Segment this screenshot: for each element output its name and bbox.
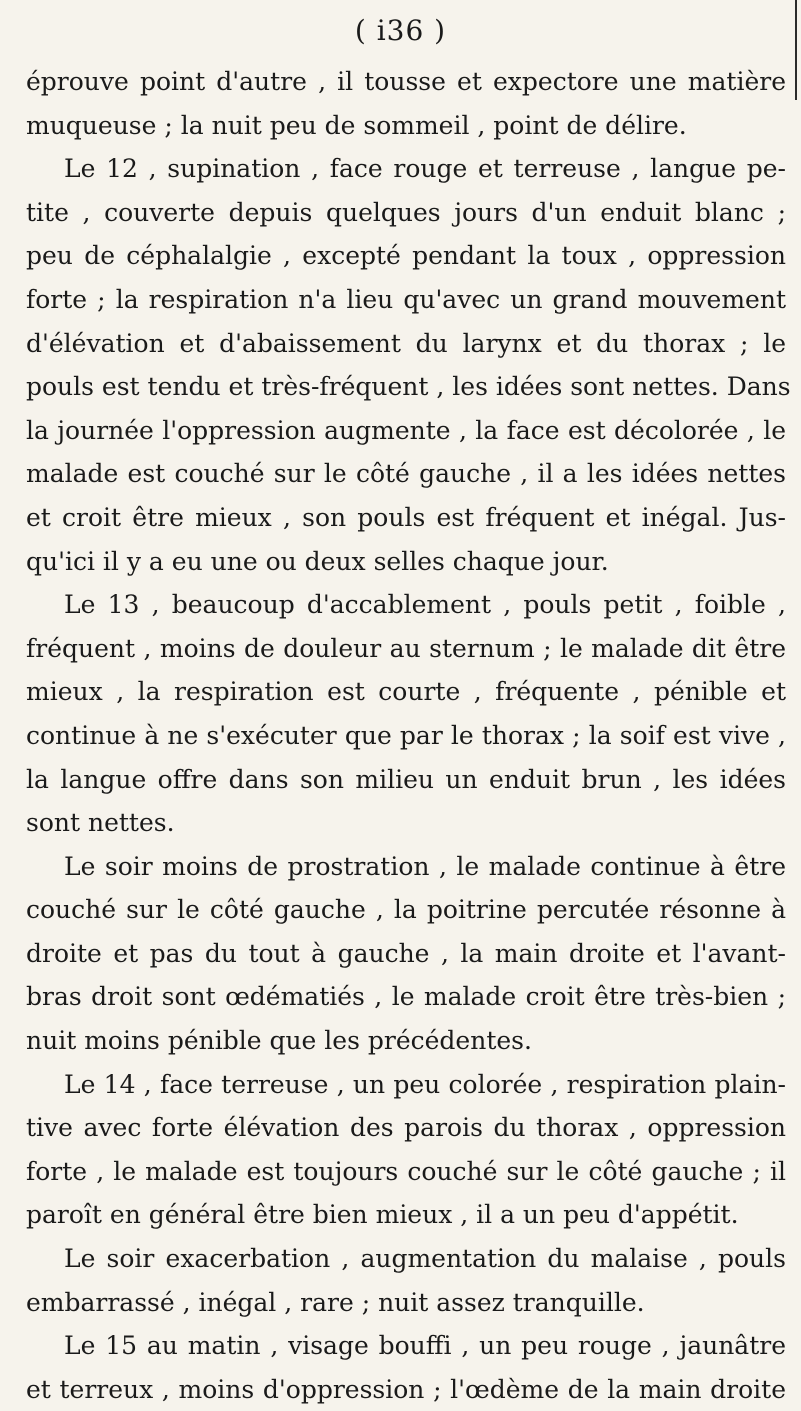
text-line: Le 13 , beaucoup d'accablement , pouls petit , foible , (64, 590, 786, 620)
text-line: nuit moins pénible que les précédentes. (26, 1026, 532, 1056)
text-line: tite , couverte depuis quelques jours d'un enduit blanc ; (26, 197, 786, 227)
text-line: embarrassé , inégal , rare ; nuit assez tranquille. (26, 1287, 645, 1317)
text-line: continue à ne s'exécuter que par le thorax ; la soif est vive , (26, 720, 786, 750)
text-line: tive avec forte élévation des parois du thorax , oppression (26, 1113, 786, 1143)
text-line: paroît en général être bien mieux , il a un peu d'appétit. (26, 1200, 739, 1230)
body-text (26, 60, 791, 1411)
text-line: la journée l'oppression augmente , la face est décolorée , le (26, 415, 786, 445)
text-line: fréquent , moins de douleur au sternum ; le malade dit être (26, 633, 786, 663)
text-line: peu de céphalalgie , excepté pendant la toux , oppression (26, 241, 786, 271)
text-line: muqueuse ; la nuit peu de sommeil , point de délire. (26, 110, 687, 140)
text-line: Le soir moins de prostration , le malade continue à être (64, 851, 786, 881)
text-line: pouls est tendu et très-fréquent , les idées sont nettes. Dans (26, 372, 791, 402)
text-line: Le 14 , face terreuse , un peu colorée , respiration plain- (64, 1069, 786, 1099)
text-line: Le 15 au matin , visage bouffi , un peu rouge , jaunâtre (64, 1331, 786, 1361)
text-line: forte ; la respiration n'a lieu qu'avec un grand mouvement (26, 284, 786, 314)
text-line: mieux , la respiration est courte , fréquente , pénible et (26, 677, 786, 707)
text-line: forte , le malade est toujours couché sur le côté gauche ; il (26, 1156, 786, 1186)
text-line: la langue offre dans son milieu un enduit brun , les idées (26, 764, 786, 794)
text-line: bras droit sont œdématiés , le malade croit être très-bien ; (26, 982, 786, 1012)
text-line: qu'ici il y a eu une ou deux selles chaque jour. (26, 546, 609, 576)
text-line: d'élévation et d'abaissement du larynx et du thorax ; le (26, 328, 786, 358)
text-line: et croit être mieux , son pouls est fréquent et inégal. Jus- (26, 502, 786, 532)
text-line: droite et pas du tout à gauche , la main droite et l'avant- (26, 938, 786, 968)
text-line: éprouve point d'autre , il tousse et expectore une matière (26, 67, 786, 96)
text-line: Le soir exacerbation , augmentation du malaise , pouls (64, 1244, 786, 1274)
page-number: ( i36 ) (354, 14, 447, 47)
text-line: couché sur le côté gauche , la poitrine percutée résonne à (26, 895, 786, 925)
text-line: Le 12 , supination , face rouge et terreuse , langue pe- (64, 154, 786, 184)
text-line: et terreux , moins d'oppression ; l'œdème de la main droite (26, 1374, 786, 1404)
text-line: malade est couché sur le côté gauche , il a les idées nettes (26, 459, 786, 489)
text-line: sont nettes. (26, 808, 175, 838)
